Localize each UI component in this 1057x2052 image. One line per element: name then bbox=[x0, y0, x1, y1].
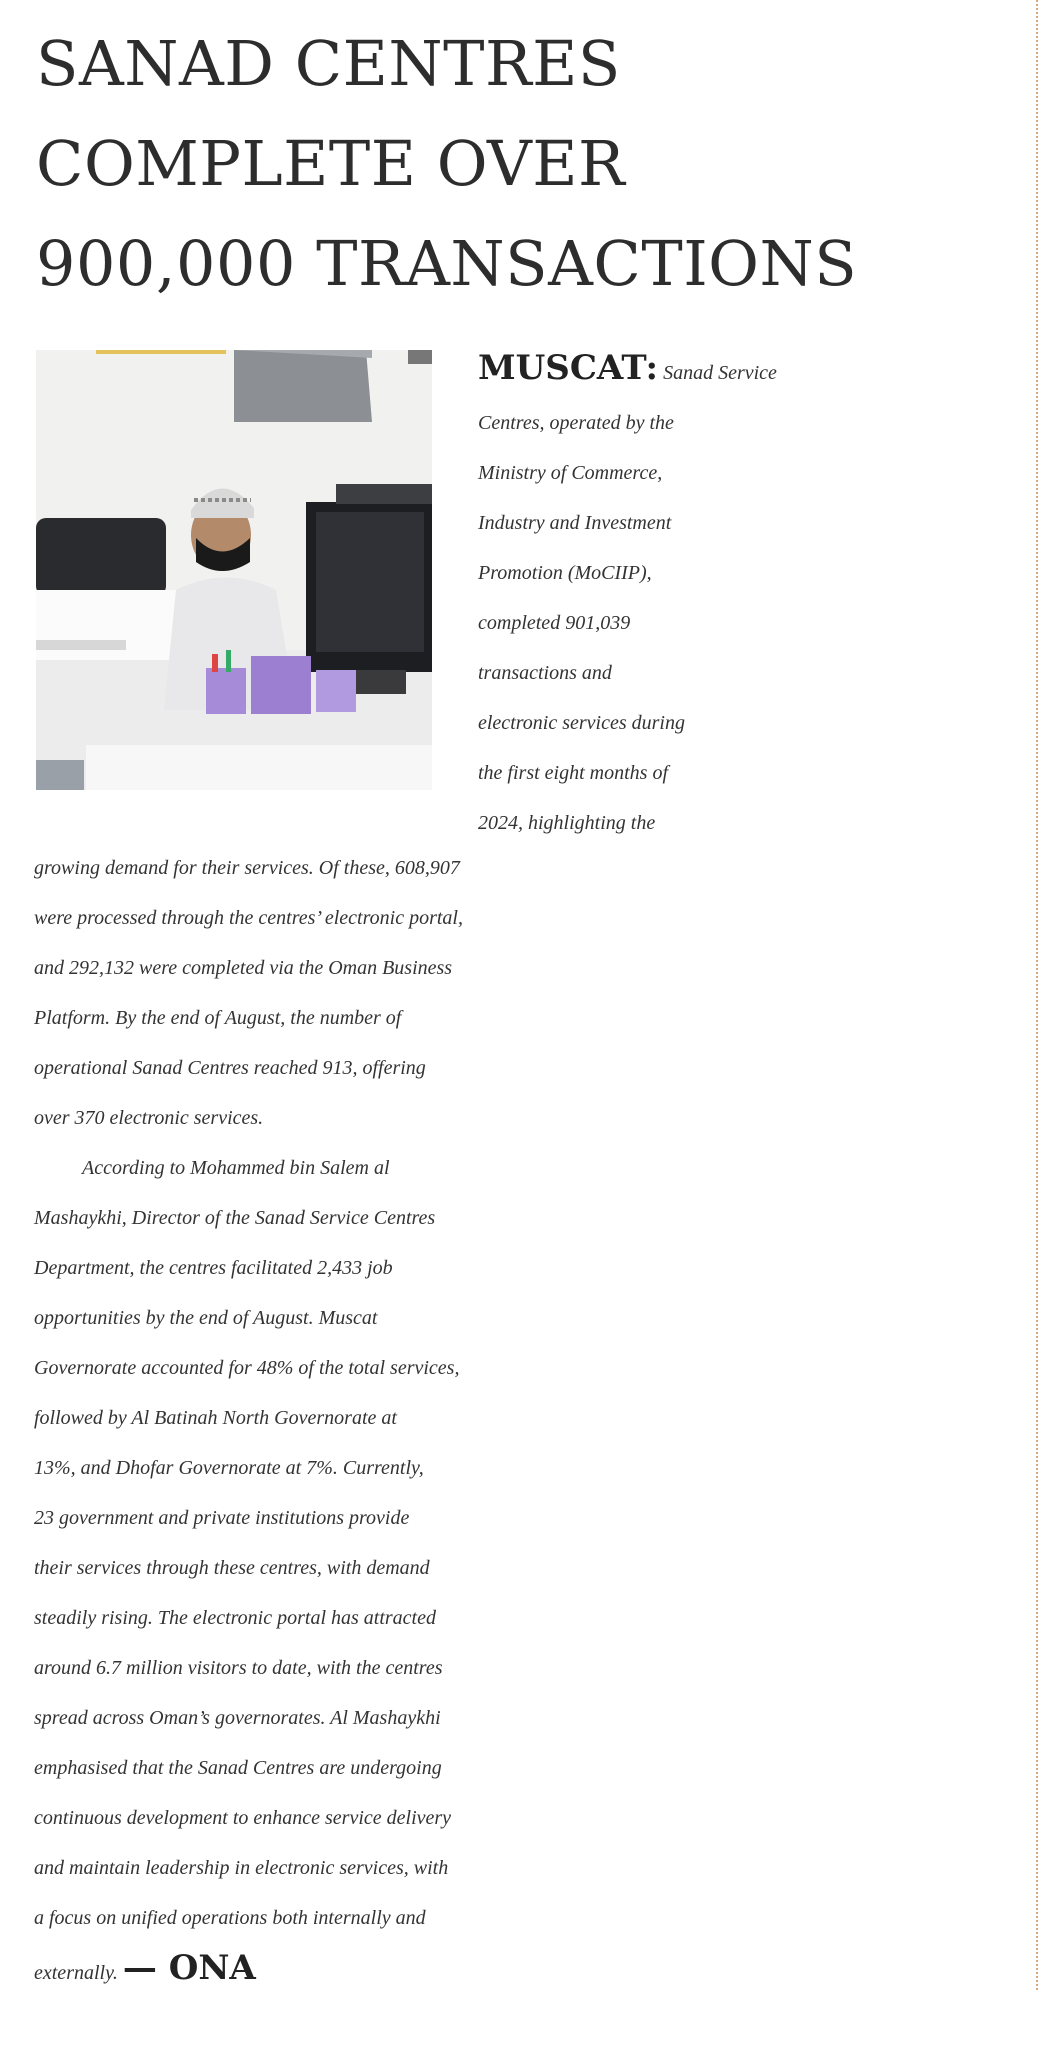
body-line: followed by Al Batinah North Governorate at bbox=[34, 1407, 397, 1429]
body-line: and maintain leadership in electronic services, with bbox=[34, 1857, 449, 1879]
body-line: Governorate accounted for 48% of the total services, bbox=[34, 1357, 460, 1379]
dateline: MUSCAT: bbox=[478, 348, 659, 388]
body-line: Mashaykhi, Director of the Sanad Service Centres bbox=[34, 1207, 436, 1229]
body-line: around 6.7 million visitors to date, with the centres bbox=[34, 1657, 443, 1679]
headline-line: SANAD CENTRES bbox=[36, 27, 621, 100]
lead-line: Promotion (MoCIIP), bbox=[478, 562, 652, 584]
lead-line: completed 901,039 bbox=[478, 612, 631, 634]
body-line: 23 government and private institutions provide bbox=[34, 1507, 410, 1529]
body-line: spread across Oman’s governorates. Al Mashaykhi bbox=[34, 1707, 441, 1729]
lead-line-text: Sanad Service bbox=[663, 362, 777, 384]
body-line: Platform. By the end of August, the number of bbox=[34, 1007, 402, 1029]
lead-line: electronic services during bbox=[478, 712, 685, 734]
body-line: were processed through the centres’ electronic portal, bbox=[34, 907, 463, 929]
body-line: 13%, and Dhofar Governorate at 7%. Currently, bbox=[34, 1457, 424, 1479]
body-line: According to Mohammed bin Salem al bbox=[82, 1157, 390, 1179]
byline: — ONA bbox=[122, 1948, 256, 1988]
body-line: operational Sanad Centres reached 913, offering bbox=[34, 1057, 426, 1079]
body-line: steadily rising. The electronic portal has attracted bbox=[34, 1607, 436, 1629]
body-line: opportunities by the end of August. Muscat bbox=[34, 1307, 378, 1329]
body-line-text: externally. bbox=[34, 1962, 118, 1984]
body-line: a focus on unified operations both internally and bbox=[34, 1907, 426, 1929]
body-line: growing demand for their services. Of these, 608,907 bbox=[34, 857, 460, 879]
body-line: over 370 electronic services. bbox=[34, 1107, 264, 1129]
body-line: continuous development to enhance service delivery bbox=[34, 1807, 452, 1829]
body-line: Department, the centres facilitated 2,433 job bbox=[34, 1257, 393, 1279]
lead-line: the first eight months of bbox=[478, 762, 668, 784]
body-last-line bbox=[34, 1943, 1024, 1998]
headline-line: 900,000 TRANSACTIONS bbox=[36, 227, 858, 300]
headline bbox=[36, 14, 976, 314]
headline-line: COMPLETE OVER bbox=[36, 127, 626, 200]
body-line: their services through these centres, with demand bbox=[34, 1557, 430, 1579]
column-divider bbox=[1036, 0, 1038, 1990]
lead-line: Centres, operated by the bbox=[478, 412, 674, 434]
body-line: and 292,132 were completed via the Oman Business bbox=[34, 957, 453, 979]
lead-line: Ministry of Commerce, bbox=[478, 462, 663, 484]
lead-line: 2024, highlighting the bbox=[478, 812, 656, 834]
lead-line: transactions and bbox=[478, 662, 612, 684]
article-body bbox=[34, 843, 1024, 1998]
office-worker-photo bbox=[36, 350, 432, 790]
article-lead bbox=[478, 343, 1038, 848]
body-line: emphasised that the Sanad Centres are undergoing bbox=[34, 1757, 442, 1779]
lead-line: Industry and Investment bbox=[478, 512, 672, 534]
lead-line-1 bbox=[478, 343, 1038, 398]
